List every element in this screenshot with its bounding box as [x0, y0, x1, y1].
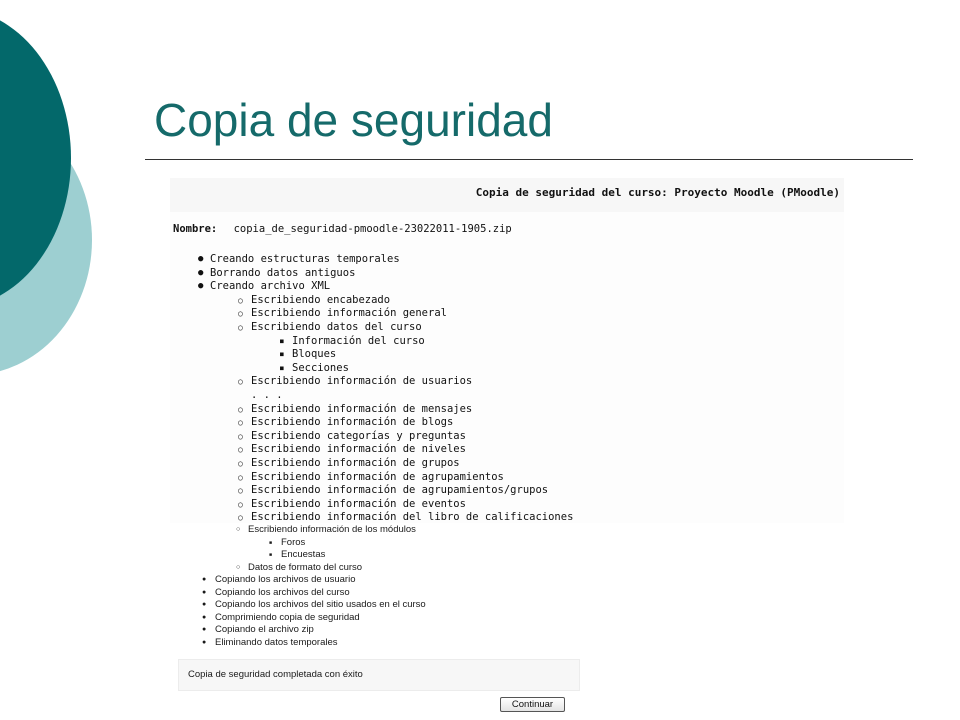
- step-item: [178, 637, 578, 650]
- step-label: Comprimiendo copia de seguridad: [215, 611, 360, 623]
- step-bullet-icon: ○: [238, 418, 243, 428]
- step-item: [170, 335, 844, 349]
- step-item: [178, 574, 578, 587]
- step-bullet-icon: ■: [280, 351, 284, 359]
- continue-button[interactable]: Continuar: [500, 697, 565, 712]
- step-label: Escribiendo encabezado: [251, 293, 391, 306]
- step-label: Copiando los archivos del curso: [215, 586, 350, 598]
- step-label: Escribiendo información de blogs: [251, 416, 454, 429]
- step-label: Escribiendo información de grupos: [251, 456, 460, 469]
- step-bullet-icon: ○: [238, 431, 243, 441]
- step-bullet-icon: ○: [238, 309, 243, 319]
- step-bullet-icon: ●: [202, 638, 207, 646]
- step-bullet-icon: ●: [202, 601, 207, 608]
- completion-notice: [178, 659, 580, 691]
- step-label: Escribiendo información del libro de calificaciones: [251, 511, 574, 523]
- step-bullet-icon: ○: [238, 513, 243, 523]
- step-label: Escribiendo información de agrupamientos: [251, 470, 504, 483]
- step-item: [170, 375, 844, 389]
- step-item: [170, 416, 844, 430]
- step-label: Secciones: [292, 361, 349, 374]
- step-item: [178, 537, 578, 550]
- step-label: Creando estructuras temporales: [210, 253, 400, 265]
- step-label: Datos de formato del curso: [248, 561, 363, 573]
- step-item: [178, 599, 578, 612]
- step-item: [170, 294, 844, 308]
- step-item: [178, 612, 578, 625]
- step-label: Encuestas: [281, 549, 326, 560]
- backup-header: [170, 178, 844, 212]
- step-bullet-icon: ○: [238, 486, 243, 496]
- step-bullet-icon: ■: [269, 552, 273, 558]
- step-bullet-icon: ●: [198, 267, 204, 278]
- step-item: [170, 484, 844, 498]
- step-label: Escribiendo información de mensajes: [251, 402, 473, 415]
- step-bullet-icon: ○: [236, 526, 241, 533]
- step-bullet-icon: ○: [238, 445, 243, 455]
- step-label: Bloques: [292, 348, 337, 361]
- step-bullet-icon: ○: [238, 295, 243, 305]
- backup-steps-list: [170, 253, 844, 523]
- step-bullet-icon: ○: [238, 499, 243, 509]
- step-label: Escribiendo categorías y preguntas: [251, 429, 466, 442]
- step-bullet-icon: ■: [280, 364, 284, 372]
- step-item: [170, 307, 844, 321]
- step-bullet-icon: ○: [238, 458, 243, 468]
- step-bullet-icon: ●: [198, 281, 204, 292]
- slide-title: Copia de seguridad: [154, 94, 553, 146]
- step-label: Foros: [281, 536, 306, 548]
- step-item: [178, 524, 578, 537]
- step-label: Escribiendo información de niveles: [251, 443, 466, 456]
- step-item: [170, 511, 844, 523]
- step-bullet-icon: ●: [198, 254, 204, 264]
- step-label: Escribiendo información de agrupamientos/grupos: [251, 484, 549, 497]
- completion-message: Copia de seguridad completada con éxito: [188, 669, 363, 680]
- step-bullet-icon: ○: [236, 563, 241, 571]
- step-item: [170, 403, 844, 417]
- step-bullet-icon: ■: [269, 539, 273, 546]
- step-item: [170, 443, 844, 457]
- step-item: [170, 362, 844, 376]
- step-item: [178, 624, 578, 637]
- step-item: [170, 430, 844, 444]
- backup-filename-row: [173, 223, 512, 235]
- step-label: Borrando datos antiguos: [210, 266, 356, 279]
- step-bullet-icon: ●: [202, 588, 207, 596]
- step-bullet-icon: ■: [280, 337, 284, 345]
- step-bullet-icon: ○: [238, 322, 243, 332]
- step-item: [170, 280, 844, 294]
- filename-value: copia_de_seguridad-pmoodle-23022011-1905.zip: [233, 223, 512, 235]
- step-label: Copiando el archivo zip: [215, 624, 314, 635]
- step-item: [178, 587, 578, 600]
- step-item: [178, 549, 578, 562]
- step-item: [170, 457, 844, 471]
- step-label: Copiando los archivos de usuario: [215, 574, 356, 585]
- step-bullet-icon: ○: [238, 404, 243, 414]
- backup-screenshot: [170, 178, 844, 523]
- step-bullet-icon: ●: [202, 576, 207, 583]
- step-item: [170, 471, 844, 485]
- step-item: [170, 498, 844, 512]
- filename-label: Nombre:: [173, 223, 218, 235]
- step-label: Eliminando datos temporales: [215, 636, 338, 648]
- step-label: Información del curso: [292, 334, 425, 347]
- step-label: Escribiendo información general: [251, 307, 447, 320]
- step-item: [178, 562, 578, 575]
- step-bullet-icon: ●: [202, 626, 207, 633]
- step-label: Escribiendo información de usuarios: [251, 375, 473, 388]
- backup-steps-list-continued: [178, 524, 578, 649]
- step-bullet-icon: ○: [238, 472, 243, 482]
- title-divider: [145, 159, 913, 160]
- step-item: [170, 321, 844, 335]
- step-item: [170, 348, 844, 362]
- step-label: Creando archivo XML: [210, 280, 331, 293]
- step-item: [170, 267, 844, 281]
- step-item: [170, 389, 844, 403]
- step-bullet-icon: ●: [202, 613, 207, 621]
- step-label: Copiando los archivos del sitio usados en el curso: [215, 599, 426, 610]
- step-label: Escribiendo datos del curso: [251, 320, 422, 333]
- step-item: [170, 253, 844, 267]
- step-label: Escribiendo información de los módulos: [248, 524, 416, 535]
- step-label: . . .: [251, 388, 283, 401]
- backup-page-title: Copia de seguridad del curso: Proyecto Moodle (PMoodle): [475, 186, 840, 199]
- step-label: Escribiendo información de eventos: [251, 497, 466, 510]
- step-bullet-icon: ○: [238, 377, 243, 387]
